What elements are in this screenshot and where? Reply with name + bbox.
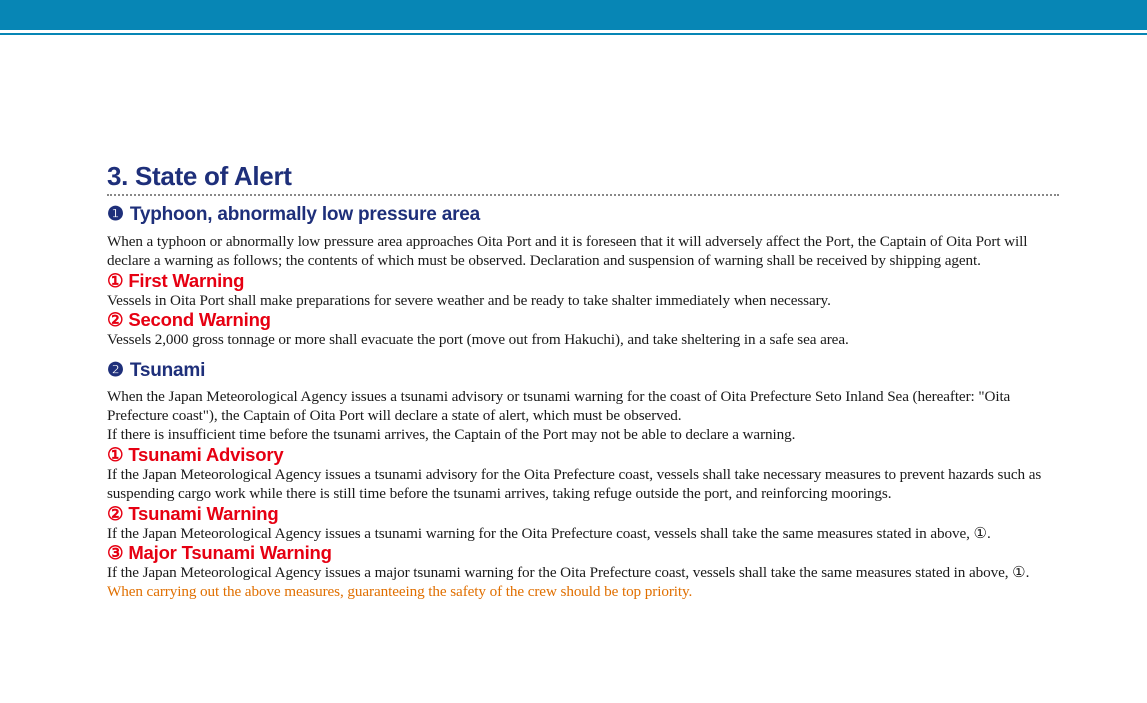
header-rule [0,33,1147,35]
crew-safety-note: When carrying out the above measures, guaranteeing the safety of the crew should be top priority. [107,583,693,601]
typhoon-intro: When a typhoon or abnormally low pressure area approaches Oita Port and it is foreseen that it will adversely affect the Port, the Captain of Oita Port will declare a warning as follows; the contents of which must be observed. Declaration and suspension of warning shall be received by shipping agent. [107,233,1028,270]
header-band [0,0,1147,30]
tsunami-advisory-heading: ① Tsunami Advisory [107,443,284,465]
dotted-divider [107,194,1059,196]
page-title: 3. State of Alert [107,161,292,191]
section-heading-label: Typhoon, abnormally low pressure area [129,204,481,225]
second-warning-text: Vessels 2,000 gross tonnage or more shall evacuate the port (move out from Hakuchi), and take sheltering in a safe sea area. [107,331,849,349]
tsunami-intro-note: If there is insufficient time before the tsunami arrives, the Captain of the Port may not be able to declare a warning. [107,426,796,444]
section-heading-label: Tsunami [129,359,206,381]
section-number-icon: ❷ [107,359,124,381]
tsunami-warning-heading: ② Tsunami Warning [107,502,279,524]
first-warning-heading: ① First Warning [107,269,245,291]
section-heading-tsunami [107,359,1057,383]
content-area [107,160,1057,602]
first-warning-text: Vessels in Oita Port shall make preparations for severe weather and be ready to take shalter immediately when necessary. [107,291,831,309]
tsunami-advisory-text: If the Japan Meteorological Agency issues a tsunami advisory for the Oita Prefecture coast, vessels shall take necessary measures to prevent hazards such as suspending cargo work while there is still time before the tsunami arrives, taking refuge outside the port, and reinforcing moorings. [107,465,1042,503]
tsunami-intro: When the Japan Meteorological Agency issues a tsunami advisory or tsunami warning for the coast of Oita Prefecture Seto Inland Sea (hereafter: "Oita Prefecture coast"), the Captain of Oita Port will declare a state of alert, which must be observed. [107,387,1011,425]
major-tsunami-warning-heading: ③ Major Tsunami Warning [107,542,332,564]
tsunami-warning-text: If the Japan Meteorological Agency issues a tsunami warning for the Oita Prefecture coast, vessels shall take the same measures stated in above, ①. [107,524,991,542]
section-heading-typhoon [107,203,1057,227]
second-warning-heading: ② Second Warning [107,309,271,331]
major-tsunami-warning-text: If the Japan Meteorological Agency issues a major tsunami warning for the Oita Prefecture coast, vessels shall take the same measures stated in above, ①. [107,564,1030,582]
section-number-icon: ❶ [107,204,124,225]
